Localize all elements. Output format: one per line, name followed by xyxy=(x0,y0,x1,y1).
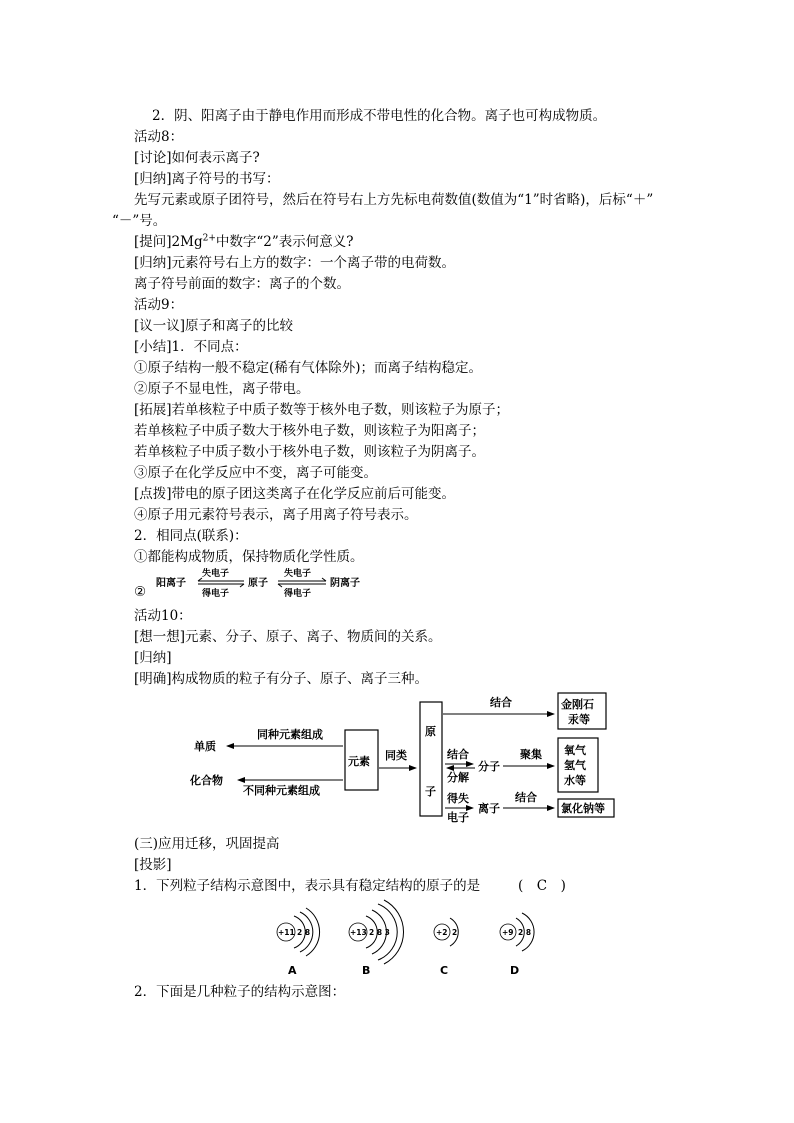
lose-electron-label-2: 失电子 xyxy=(284,569,312,579)
text-line: [明确]构成物质的粒子有分子、原子、离子三种。 xyxy=(134,671,429,687)
atom-diagram-d xyxy=(500,913,534,977)
option-b-label: B xyxy=(362,964,371,977)
text-line: [拓展]若单核粒子中质子数等于核外电子数，则该粒子为原子； xyxy=(134,402,510,418)
text-line: (三)应用迁移，巩固提高 xyxy=(134,836,280,852)
shells-d: 2 8 xyxy=(518,928,532,937)
question-line xyxy=(134,232,354,252)
text-line: 活动8： xyxy=(134,129,184,145)
gain-lose-label-2: 电子 xyxy=(447,811,469,823)
gain-lose-label-1: 得失 xyxy=(447,792,469,805)
question-prefix: [提问]2Mg xyxy=(134,234,203,250)
cation-label: 阳离子 xyxy=(156,578,186,589)
gain-electron-label-2: 得电子 xyxy=(284,589,312,599)
gain-electron-label-1: 得电子 xyxy=(202,589,230,599)
atom-diagram-b xyxy=(349,900,404,977)
text-line: ④原子用元素符号表示，离子用离子符号表示。 xyxy=(134,507,418,523)
text-line: 2．下面是几种粒子的结构示意图： xyxy=(134,984,346,1000)
text-line: [归纳]离子符号的书写： xyxy=(134,171,280,187)
text-line: 若单核粒子中质子数小于核外电子数，则该粒子为阴离子。 xyxy=(134,444,485,460)
text-line: [点拨]带电的原子团这类离子在化学反应前后可能变。 xyxy=(134,486,456,502)
nacl-label: 氯化钠等 xyxy=(561,802,605,815)
anion-label: 阴离子 xyxy=(330,578,360,589)
text-line: 2．相同点(联系)： xyxy=(134,528,248,544)
ion-atom-conversion xyxy=(150,565,380,601)
atom-diagram-a xyxy=(277,908,320,977)
combine-bottom-label: 结合 xyxy=(515,791,537,804)
element-label: 元素 xyxy=(348,755,370,768)
text-line: “－”号。 xyxy=(112,213,167,229)
text-line: ②原子不显电性，离子带电。 xyxy=(134,381,310,397)
atom-char-2: 子 xyxy=(425,785,436,798)
nucleus-b: +13 xyxy=(350,928,367,937)
nucleus-a: +11 xyxy=(278,928,295,937)
text-line: 1．下列粒子结构示意图中，表示具有稳定结构的原子的是 xyxy=(134,878,481,894)
shells-b: 2 8 3 xyxy=(369,928,390,937)
diamond-label: 金刚石 xyxy=(561,698,594,711)
water-label: 水等 xyxy=(564,774,586,787)
decompose-label: 分解 xyxy=(447,771,469,784)
text-line: 活动10： xyxy=(134,608,192,624)
text-line: [投影] xyxy=(134,857,172,873)
same-element-label: 同种元素组成 xyxy=(257,728,323,741)
text-line: [归纳] xyxy=(134,650,172,666)
simple-substance-label: 单质 xyxy=(194,740,216,753)
text-line: [议一议]原子和离子的比较 xyxy=(134,318,294,334)
matter-relation-diagram xyxy=(180,688,620,823)
combine-top-label: 结合 xyxy=(490,696,512,709)
text-line: 若单核粒子中质子数大于核外电子数，则该粒子为阳离子； xyxy=(134,423,485,439)
charge-superscript: 2+ xyxy=(202,233,216,244)
text-line: ② xyxy=(134,584,147,600)
diff-element-label: 不同种元素组成 xyxy=(243,784,320,797)
text-line: [想一想]元素、分子、原子、离子、物质间的关系。 xyxy=(134,629,442,645)
atom-structure-diagrams xyxy=(270,898,550,980)
gather-label: 聚集 xyxy=(520,748,542,761)
atom-char-1: 原 xyxy=(425,725,436,738)
hydrogen-label: 氢气 xyxy=(564,759,586,772)
answer-text: ( C ) xyxy=(518,878,566,894)
lose-electron-label-1: 失电子 xyxy=(202,569,230,579)
text-line: 离子符号前面的数字：离子的个数。 xyxy=(134,276,350,292)
nucleus-d: +9 xyxy=(502,928,514,937)
text-line: [讨论]如何表示离子? xyxy=(134,150,260,166)
molecule-label: 分子 xyxy=(478,760,500,773)
mercury-label: 汞等 xyxy=(568,713,590,726)
shells-a: 2 8 xyxy=(297,928,311,937)
text-line: [小结]1．不同点： xyxy=(134,339,248,355)
same-type-label: 同类 xyxy=(385,749,407,762)
atom-diagram-c xyxy=(434,918,458,977)
option-a-label: A xyxy=(288,964,297,977)
atom-box xyxy=(420,702,442,816)
text-line: 2．阴、阳离子由于静电作用而形成不带电性的化合物。离子也可构成物质。 xyxy=(152,108,607,124)
compound-label: 化合物 xyxy=(190,774,223,787)
text-line: ①原子结构一般不稳定(稀有气体除外)；而离子结构稳定。 xyxy=(134,360,483,376)
text-line: 先写元素或原子团符号，然后在符号右上方先标电荷数值(数值为“1”时省略)，后标“＋” xyxy=(134,192,654,208)
oxygen-label: 氧气 xyxy=(564,744,586,757)
nucleus-c: +2 xyxy=(436,928,448,937)
combine-mid-label: 结合 xyxy=(447,748,469,761)
ion-label: 离子 xyxy=(478,802,500,815)
option-c-label: C xyxy=(440,964,449,977)
text-line: [归纳]元素符号右上方的数字：一个离子带的电荷数。 xyxy=(134,255,456,271)
text-line: 活动9： xyxy=(134,297,184,313)
option-d-label: D xyxy=(510,964,520,977)
atom-label: 原子 xyxy=(248,578,268,589)
question-suffix: 中数字“2”表示何意义? xyxy=(215,234,354,250)
text-line: ①都能构成物质，保持物质化学性质。 xyxy=(134,549,364,565)
text-line: ③原子在化学反应中不变，离子可能变。 xyxy=(134,465,377,481)
shells-c: 2 xyxy=(452,928,458,937)
